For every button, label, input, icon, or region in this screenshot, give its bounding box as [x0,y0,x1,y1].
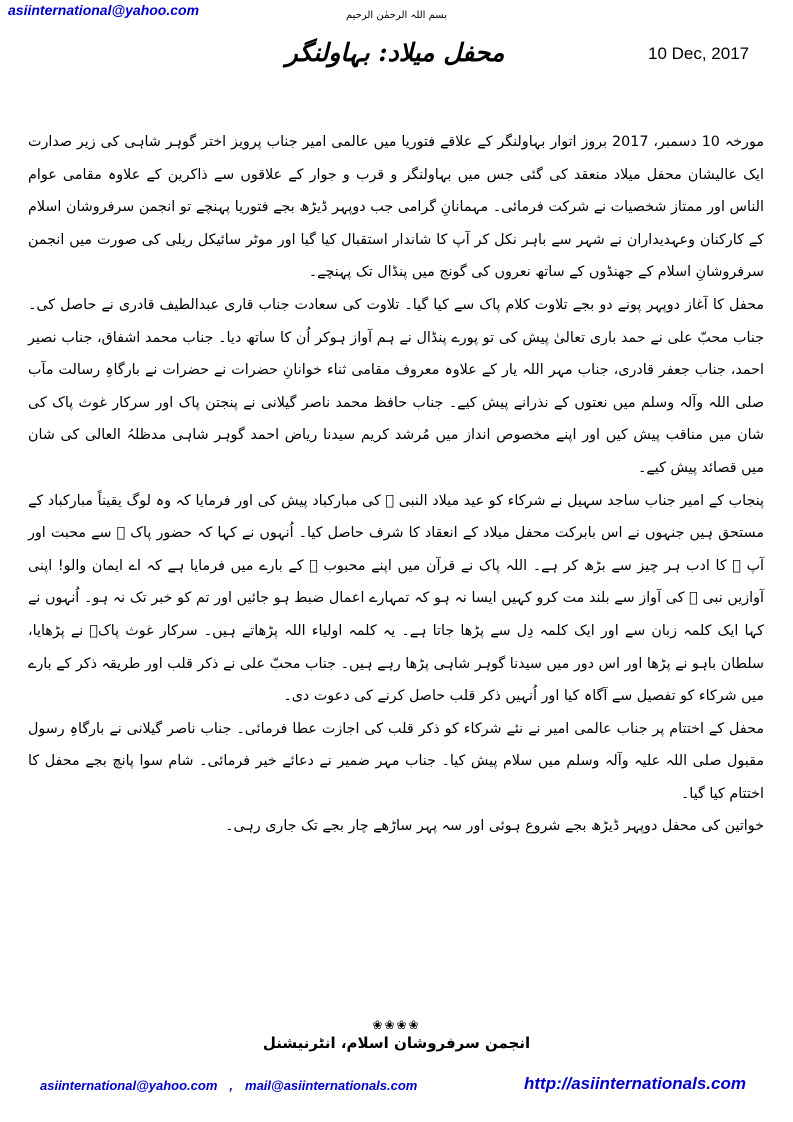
organization-name: انجمن سرفروشان اسلام، انٹرنیشنل [262,1034,531,1052]
footer-emails [40,1078,417,1093]
footer-email-mail[interactable]: mail@asiinternationals.com [245,1078,418,1093]
ornament-divider: ❀❀❀❀ [372,1018,421,1032]
page-title: محفل میلاد: بہاولنگر [285,38,505,67]
paragraph-intro: مورخہ 10 دسمبر، 2017 بروز اتوار بہاولنگر کے علاقے فتوریا میں عالمی امیر جناب پرویز اختر گوہر شاہی کی زیر صدارت ایک عالیشان محفل میلاد منعقد کی گئی جس میں بہاولنگر و قرب و جوار کے علاقوں سے ذاکرین کے علاوہ مقامی عوام الناس اور ممتاز شخصیات نے شرکت فرمائی۔ مہمانانِ گرامی جب دوپہر ڈیڑھ بجے فتوریا پہنچے تو انجمن سرفروشان اسلام کے کارکنان وعہدیداران نے شہر سے باہر نکل کر آپ کا شاندار استقبال کیا گیا اور موٹر سائیکل ریلی کی صورت میں انجمن سرفروشانِ اسلام کے جھنڈوں کے ساتھ نعروں کی گونج میں پنڈال تک پہنچے۔ [28,134,764,281]
footer-website-link[interactable]: http://asiinternationals.com [524,1074,746,1093]
bismillah: بسم اللہ الرحمٰن الرحیم [345,10,447,21]
paragraph-speech: پنجاب کے امیر جناب ساجد سہیل نے شرکاء کو عید میلاد النبی ﷺ کی مبارکباد پیش کی اور فرمایا کہ وہ لوگ یقیناً مبارکباد کے مستحق ہیں جنہوں نے اس بابرکت محفل میلاد کے انعقاد کا شرف حاصل کیا۔ اُنہوں نے کہا کہ حضور پاک ﷺ سے محبت اور آپ ﷺ کا ادب ہر چیز سے بڑھ کر ہے۔ اللہ پاک نے قرآن میں اپنے محبوب ﷺ کے بارے میں فرمایا ہے کہ اے ایمان والو! اپنی آوازیں نبی ﷺ کی آواز سے بلند مت کرو کہیں ایسا نہ ہو کہ تمہارے اعمال ضبط ہو جائیں اور تم کو خبر تک نہ ہو۔ اُنہوں نے کہا ایک کلمہ زبان سے اور ایک کلمہ دِل سے پڑھا جاتا ہے۔ یہ کلمہ اولیاء اللہ پڑھاتے ہیں۔ سرکار غوث پاکؓ نے پڑھایا، سلطان باہو نے پڑھا اور اس دور میں سیدنا گوہر شاہی پڑھا رہے ہیں۔ جناب محبّ علی نے ذکر قلب اور طریقہ ذکر کے بارے میں شرکاء کو تفصیل سے آگاہ کیا اور اُنہیں ذکر قلب حاصل کرنے کی دعوت دی۔ [27,492,764,705]
page-date: 10 Dec, 2017 [648,44,750,63]
paragraph-closing: محفل کے اختتام پر جناب عالمی امیر نے نئے شرکاء کو ذکر قلب کی اجازت عطا فرمائی۔ جناب ناصر گیلانی نے بارگاہِ رسول مقبول صلی اللہ علیہ وآلہ وسلم میں سلام پیش کیا۔ جناب مہر ضمیر نے دعائے خیر فرمائی۔ شام سوا پانچ بجے محفل کا اختتام کیا گیا۔ [28,720,764,802]
paragraph-women: خواتین کی محفل دوپہر ڈیڑھ بجے شروع ہوئی اور سہ پہر ساڑھے چار بجے تک جاری رہی۔ [225,818,764,835]
footer-separator: , [229,1078,234,1093]
footer-email-yahoo[interactable]: asiinternational@yahoo.com [40,1078,218,1093]
header-email[interactable]: asiinternational@yahoo.com [8,2,200,18]
article-body [28,126,764,843]
footer [0,1072,793,1112]
paragraph-program: محفل کا آغاز دوپہر پونے دو بجے تلاوت کلام پاک سے کیا گیا۔ تلاوت کی سعادت جناب قاری عبدالطیف قادری نے حاصل کی۔ جناب محبّ علی نے حمد باری تعالیٰ پیش کی تو پورے پنڈال نے ہم آواز ہوکر اُن کا ساتھ دیا۔ جناب محمد اشفاق، جناب نصیر احمد، جناب جعفر قادری، جناب مہر اللہ یار کے علاوہ معروف مقامی ثناء خوانانِ حضرات نے حضرات نے بارگاہِ رسالت مآب صلی اللہ وآلہ وسلم میں نعتوں کے نذرانے پیش کیے۔ جناب حافظ محمد ناصر گیلانی نے پنجتن پاک اور سرکار غوث پاک کی شان میں مناقب پیش کیں اور اپنے مخصوص انداز میں مُرشد کریم سیدنا ریاض احمد گوہر شاہی مدظلہُ العالی کی شان میں قصائد پیش کیے۔ [28,296,764,476]
